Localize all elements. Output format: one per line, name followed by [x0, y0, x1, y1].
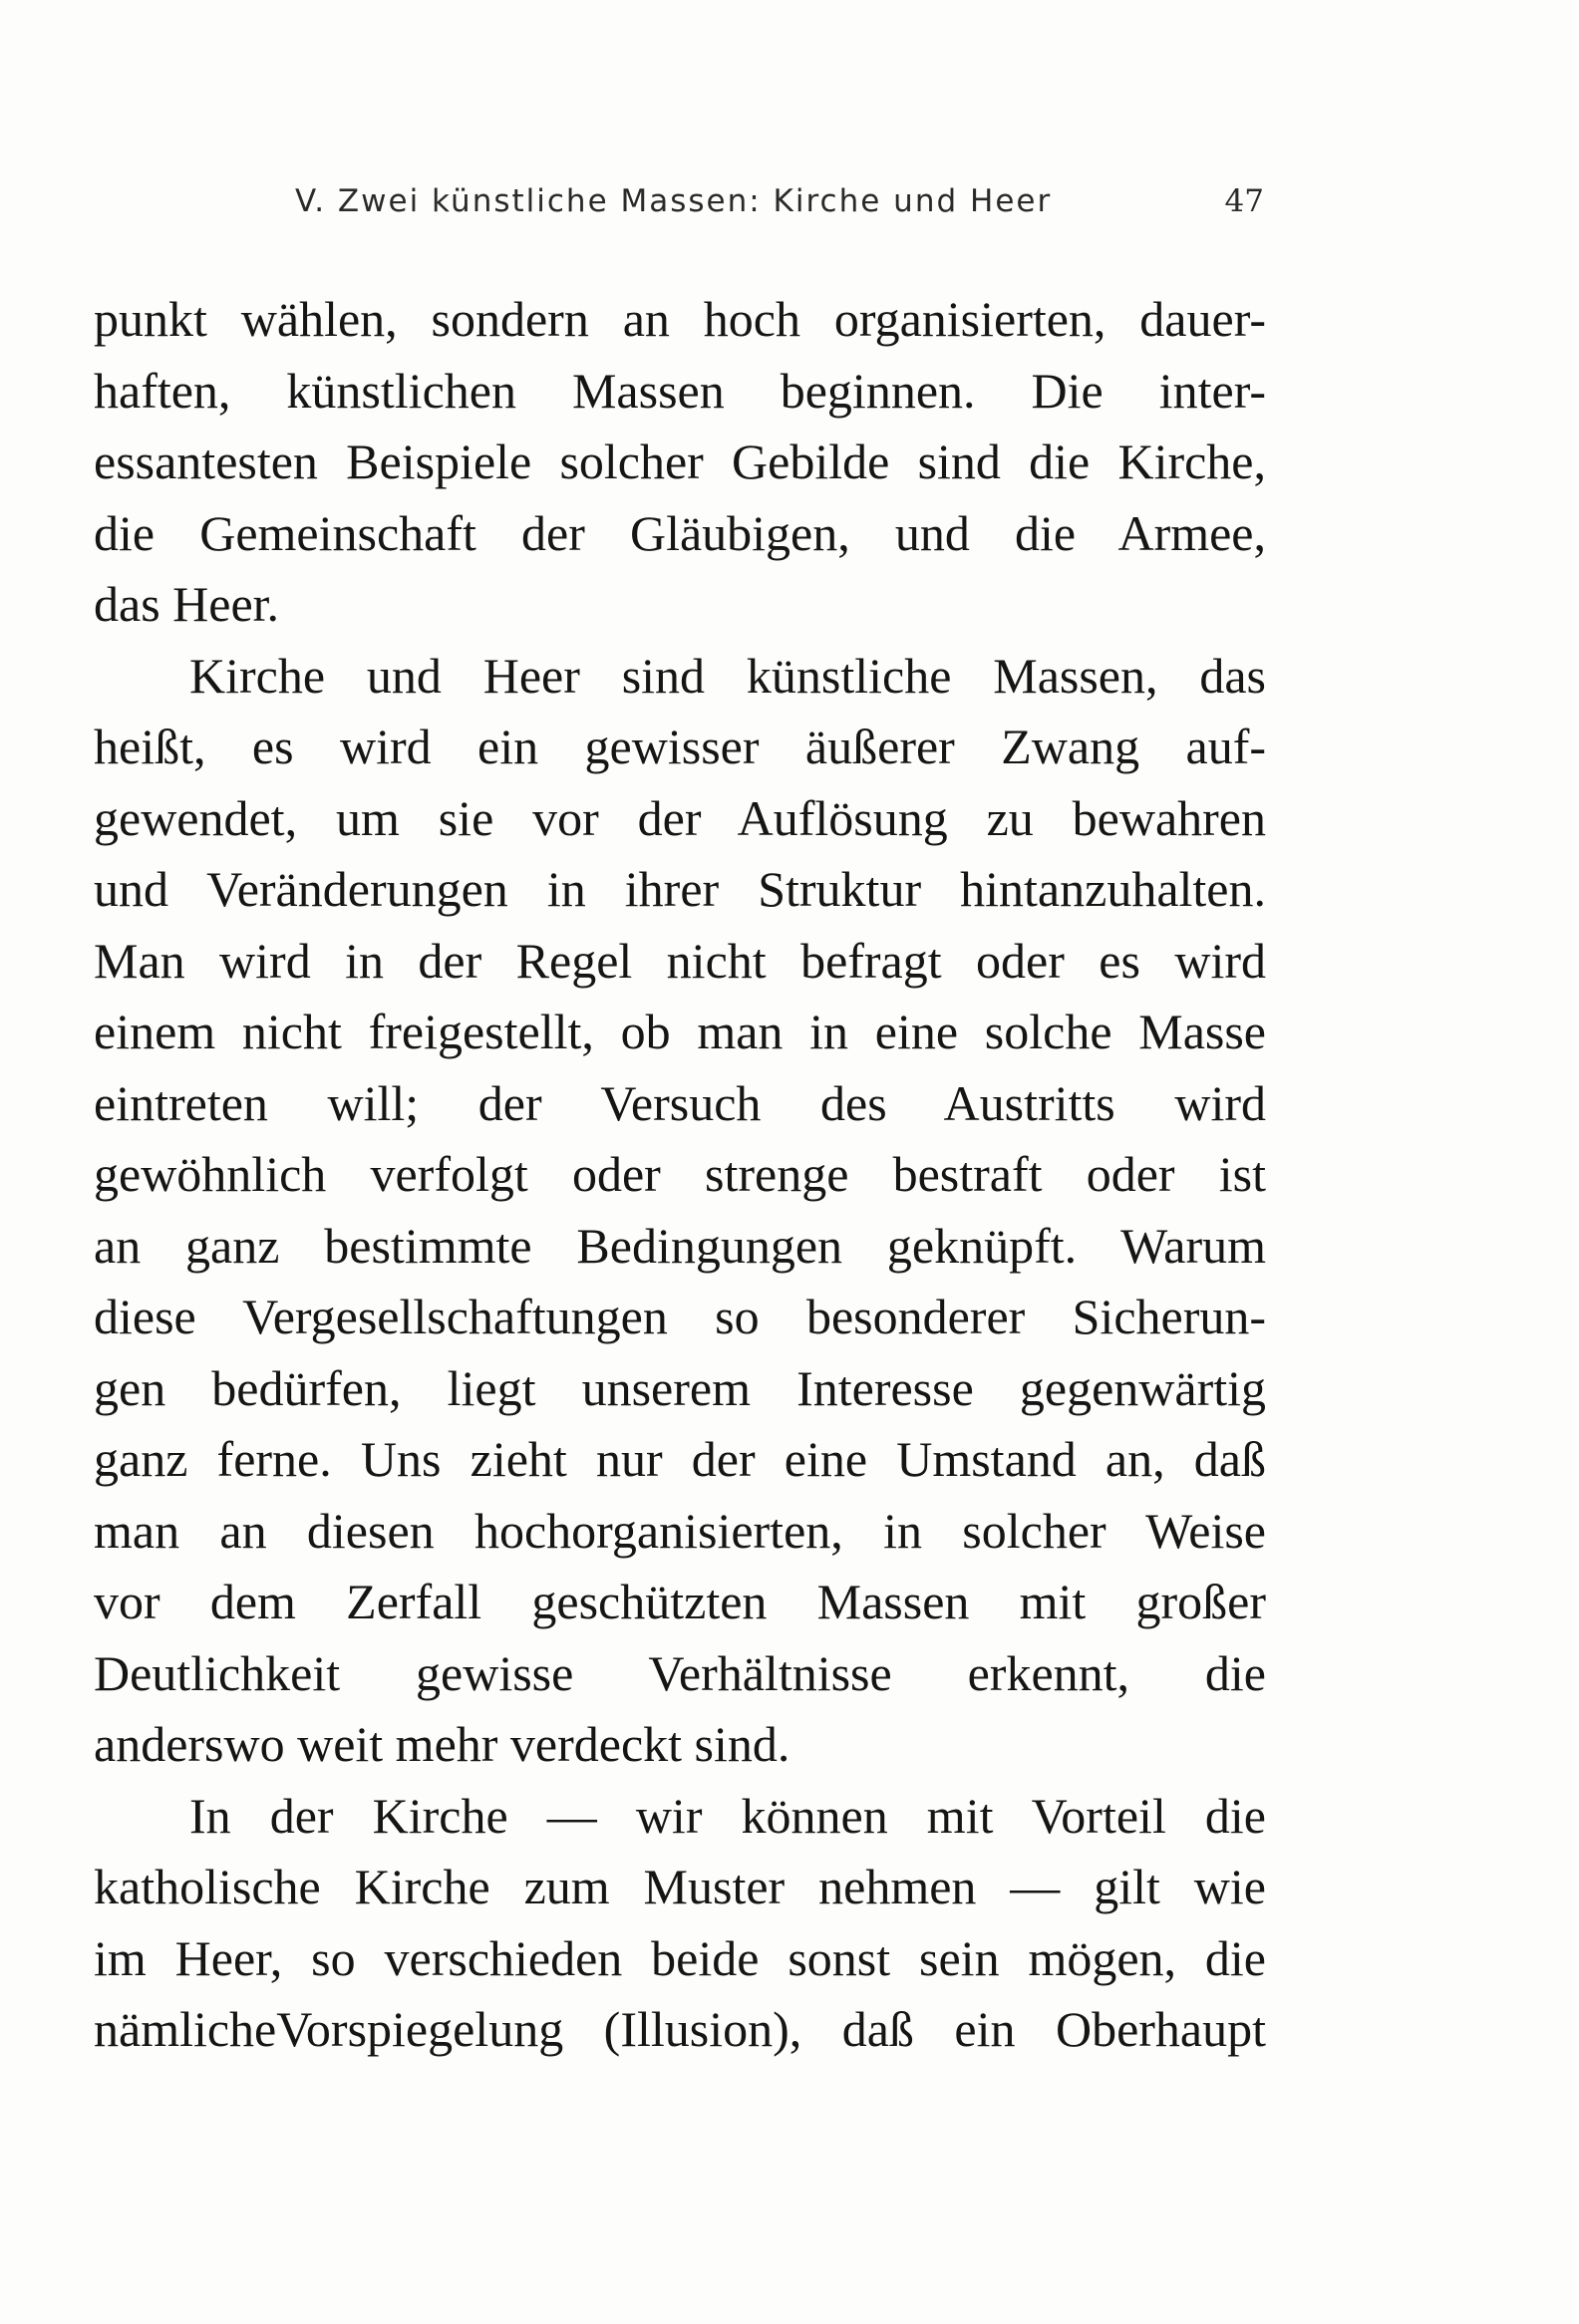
text-line: im Heer, so verschieden beide sonst sein mögen, die: [94, 1929, 1266, 1986]
text-line: an ganz bestimmte Bedingungen geknüpft. Warum: [94, 1217, 1266, 1274]
text-line: ganz ferne. Uns zieht nur der eine Umstand an, daß: [94, 1431, 1266, 1487]
text-line: essantesten Beispiele solcher Gebilde sind die Kirche,: [94, 434, 1266, 489]
text-line: eintreten will; der Versuch des Austritts wird: [94, 1074, 1266, 1131]
text-line: gewendet, um sie vor der Auflösung zu bewahren: [94, 789, 1266, 846]
text-line: katholische Kirche zum Muster nehmen — gilt wie: [94, 1859, 1266, 1914]
text-line: das Heer.: [94, 576, 280, 632]
text-line: Deutlichkeit gewisse Verhältnisse erkennt, die: [94, 1644, 1266, 1701]
text-line: Man wird in der Regel nicht befragt oder es wird: [94, 932, 1266, 989]
text-line: gen bedürfen, liegt unserem Interesse gegenwärtig: [94, 1359, 1266, 1416]
text-line: und Veränderungen in ihrer Struktur hintanzuhalten.: [94, 861, 1266, 917]
text-line: diese Vergesellschaftungen so besonderer Sicherun-: [94, 1289, 1266, 1344]
body-text: [94, 284, 1266, 2066]
text-line: vor dem Zerfall geschützten Massen mit großer: [94, 1574, 1266, 1629]
page-number: 47: [1224, 183, 1264, 219]
running-header: [295, 183, 1264, 233]
chapter-title: V. Zwei künstliche Massen: Kirche und Heer: [295, 183, 1053, 219]
paragraph: [94, 1781, 1266, 2066]
text-line: gewöhnlich verfolgt oder strenge bestraft oder ist: [94, 1146, 1266, 1202]
text-line: die Gemeinschaft der Gläubigen, und die Armee,: [94, 504, 1266, 561]
text-line: punkt wählen, sondern an hoch organisierten, dauer-: [94, 291, 1266, 347]
text-line: nämlicheVorspiegelung (Illusion), daß ein Oberhaupt: [94, 2001, 1266, 2057]
paragraph: [94, 641, 1266, 1781]
text-line: In der Kirche — wir können mit Vorteil die: [189, 1787, 1266, 1844]
text-line: haften, künstlichen Massen beginnen. Die inter-: [94, 362, 1266, 419]
text-line: heißt, es wird ein gewisser äußerer Zwang auf-: [94, 719, 1266, 774]
text-line: man an diesen hochorganisierten, in solcher Weise: [94, 1502, 1266, 1559]
paragraph: [94, 284, 1266, 641]
text-line: Kirche und Heer sind künstliche Massen, das: [189, 647, 1266, 704]
text-line: einem nicht freigestellt, ob man in eine solche Masse: [94, 1004, 1266, 1059]
text-line: anderswo weit mehr verdeckt sind.: [94, 1716, 790, 1772]
